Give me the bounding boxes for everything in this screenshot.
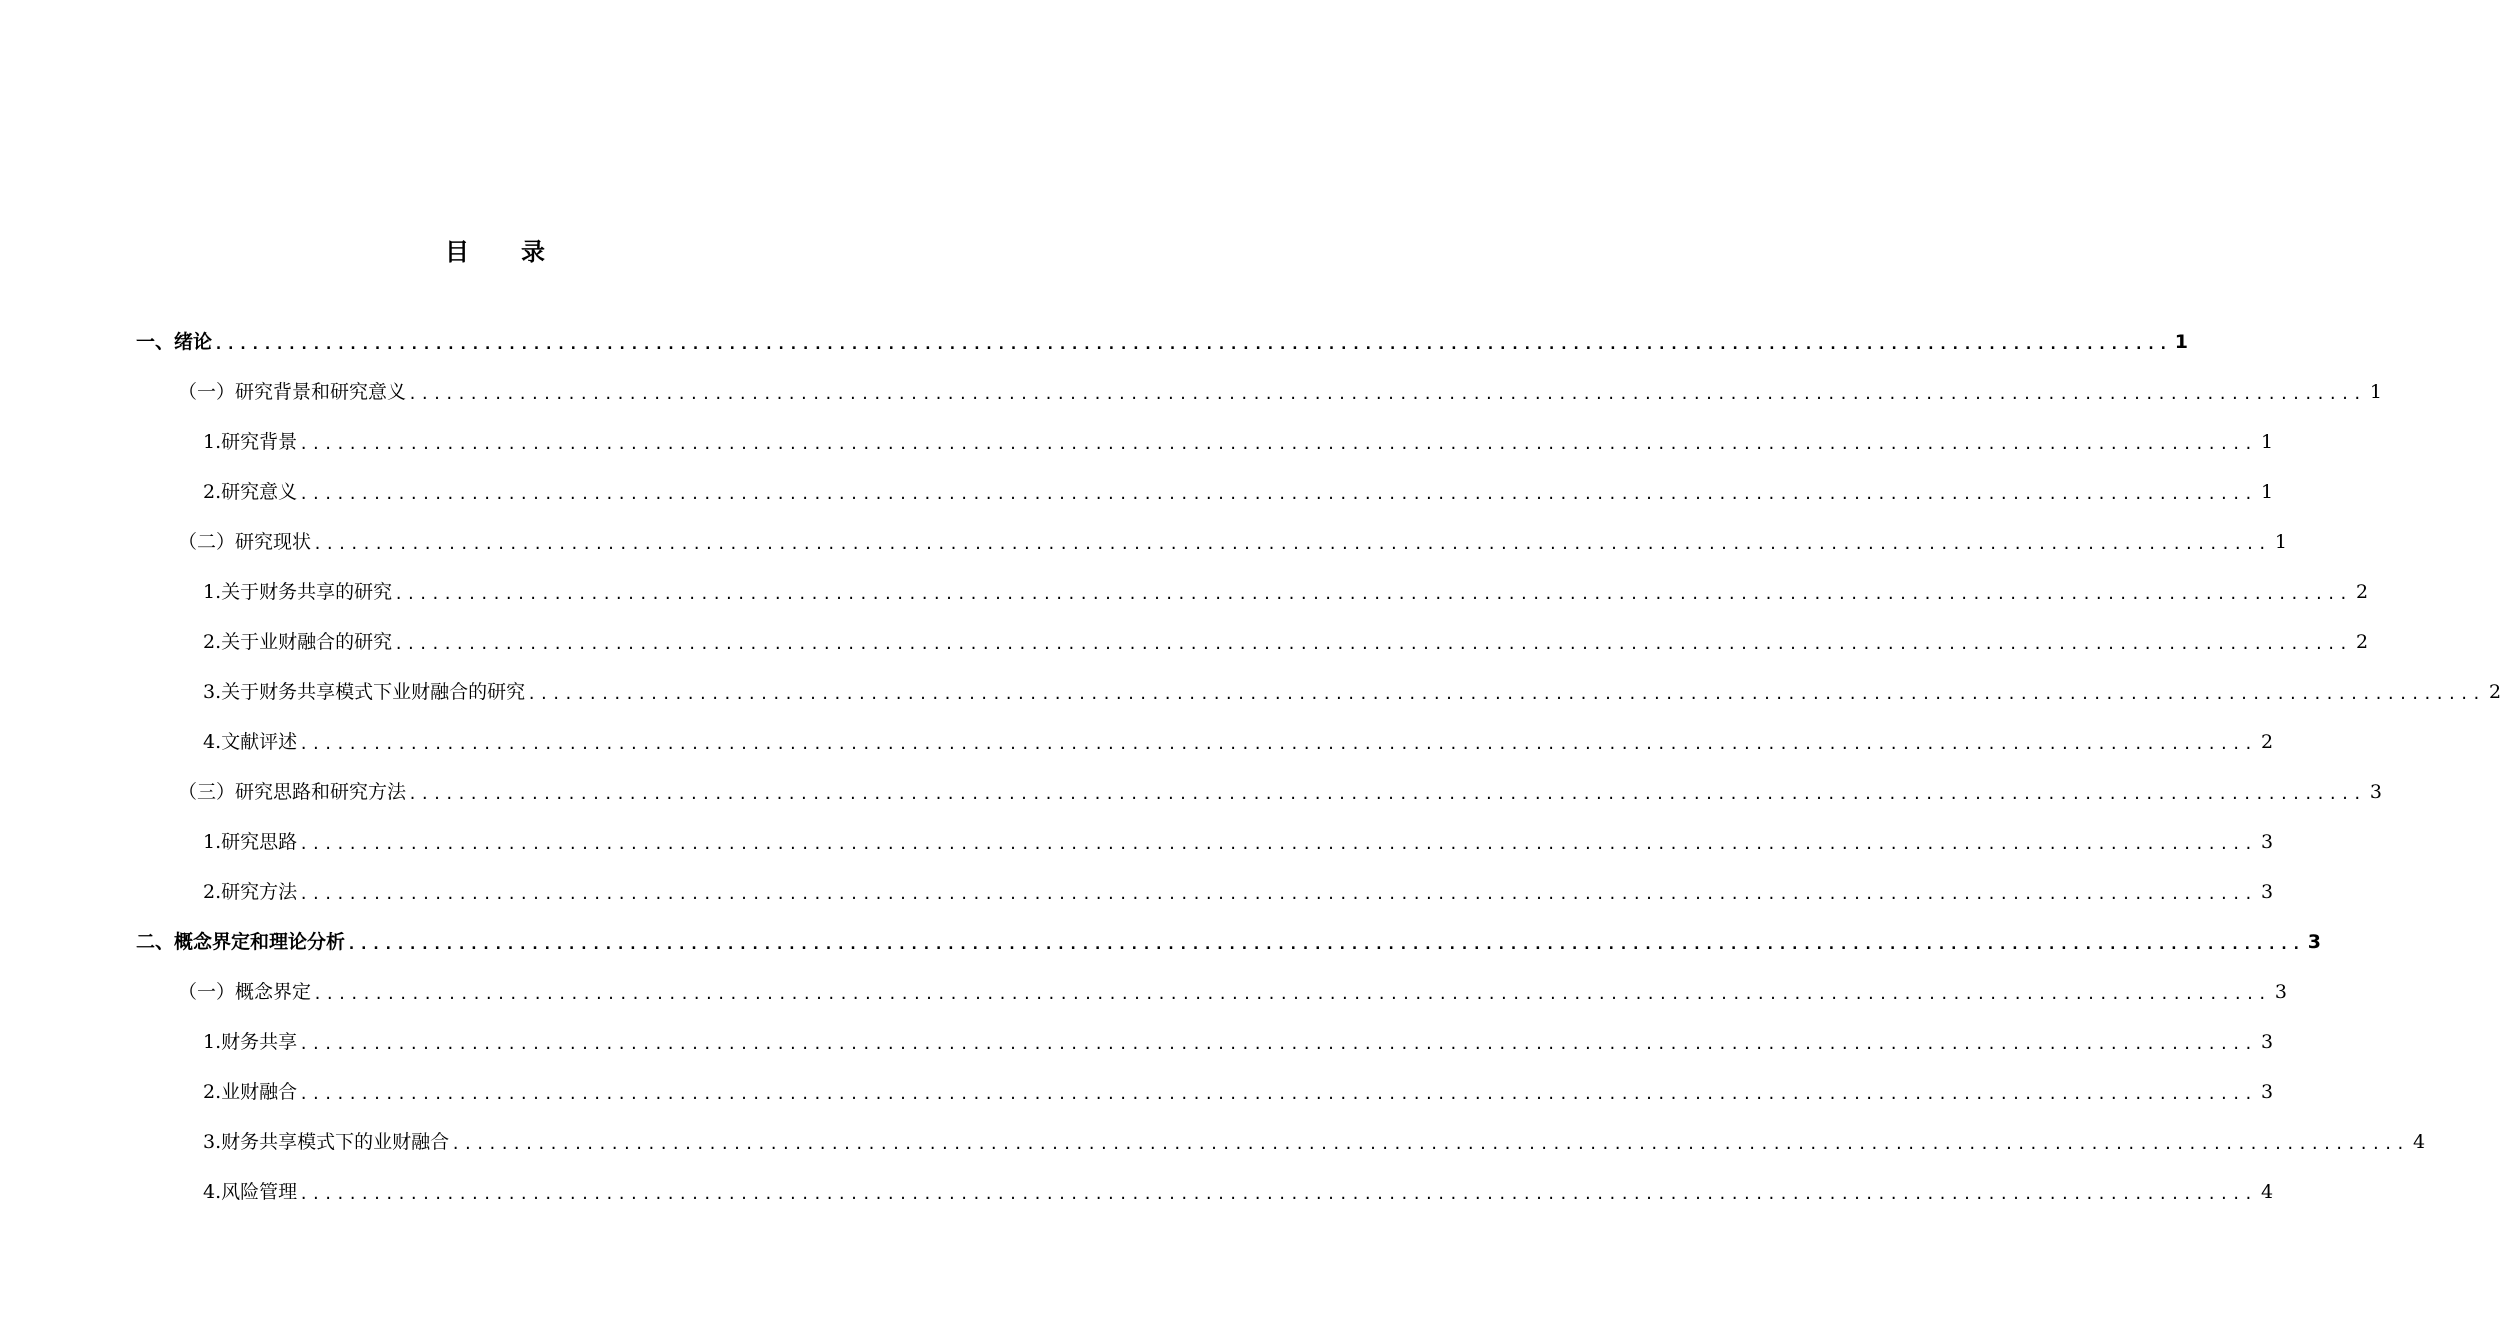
dot-leader: ................................................................................................................................................................: [299, 1185, 2257, 1203]
toc-entry[interactable]: [0, 306, 2188, 356]
toc-title-char-1: 目: [445, 238, 469, 266]
toc-entry[interactable]: [0, 1156, 2274, 1206]
toc-entry-page-number: 4: [2260, 1181, 2274, 1203]
toc-entry-title: 1.关于财务共享的研究: [203, 581, 393, 603]
dot-leader: ................................................................................................................................................................: [299, 1035, 2257, 1053]
toc-entry[interactable]: [0, 1006, 2274, 1056]
toc-entry-page-number: 2: [2260, 731, 2274, 753]
toc-entry[interactable]: [0, 756, 2382, 806]
toc-entry-title: （二）研究现状: [178, 531, 312, 553]
toc-entry[interactable]: [0, 856, 2274, 906]
dot-leader: ................................................................................................................................................................: [299, 435, 2257, 453]
toc-entry-page-number: 3: [2274, 981, 2287, 1003]
toc-entry-title: 3.关于财务共享模式下业财融合的研究: [203, 681, 526, 703]
toc-entry-title: 2.研究意义: [203, 481, 298, 503]
dot-leader: ................................................................................................................................................................: [408, 385, 2365, 403]
toc-entry-title: （一）研究背景和研究意义: [178, 381, 407, 403]
dot-leader: ................................................................................................................................................................: [408, 785, 2365, 803]
toc-entry[interactable]: [0, 706, 2274, 756]
dot-leader: ................................................................................................................................................................: [347, 935, 2304, 953]
toc-title-char-2: 录: [521, 238, 545, 266]
toc-entry-title: 2.研究方法: [203, 881, 298, 903]
toc-title: [0, 232, 990, 267]
toc-entry[interactable]: [0, 406, 2274, 456]
toc-entry-title: 3.财务共享模式下的业财融合: [203, 1131, 450, 1153]
dot-leader: ................................................................................................................................................................: [394, 585, 2352, 603]
dot-leader: ................................................................................................................................................................: [394, 635, 2352, 653]
toc-entry-page-number: 4: [2412, 1131, 2426, 1153]
toc-entry-title: 二、概念界定和理论分析: [136, 931, 346, 953]
toc-entry-title: 4.风险管理: [203, 1181, 298, 1203]
dot-leader: ................................................................................................................................................................: [451, 1135, 2409, 1153]
dot-leader: ................................................................................................................................................................: [299, 1085, 2257, 1103]
toc-entry-page-number: 1: [2174, 331, 2188, 353]
toc-entry-page-number: 1: [2369, 381, 2382, 403]
dot-leader: ................................................................................................................................................................: [299, 735, 2257, 753]
toc-entry-page-number: 3: [2369, 781, 2382, 803]
toc-entry[interactable]: [0, 506, 2287, 556]
dot-leader: ................................................................................................................................................................: [299, 835, 2257, 853]
toc-entry[interactable]: [0, 806, 2274, 856]
toc-entry-page-number: 1: [2274, 531, 2287, 553]
toc-entry[interactable]: [0, 556, 2369, 606]
toc-entry[interactable]: [0, 906, 2321, 956]
toc-entry[interactable]: [0, 606, 2369, 656]
toc-entry-page-number: 3: [2260, 1081, 2274, 1103]
toc-entry[interactable]: [0, 456, 2274, 506]
toc-entry-page-number: 3: [2260, 1031, 2274, 1053]
toc-entry-title: 1.研究背景: [203, 431, 298, 453]
toc-entry[interactable]: [0, 1056, 2274, 1106]
toc-entry[interactable]: [0, 1106, 2426, 1156]
dot-leader: ................................................................................................................................................................: [299, 485, 2257, 503]
toc-entry-title: 4.文献评述: [203, 731, 298, 753]
dot-leader: ................................................................................................................................................................: [299, 885, 2257, 903]
toc-entry[interactable]: [0, 356, 2382, 406]
toc-entry-page-number: 2: [2488, 681, 2501, 703]
toc-entry-title: （三）研究思路和研究方法: [178, 781, 407, 803]
dot-leader: ................................................................................................................................................................: [214, 335, 2171, 353]
toc-entry-page-number: 1: [2260, 481, 2274, 503]
toc-entry-title: 2.业财融合: [203, 1081, 298, 1103]
dot-leader: ................................................................................................................................................................: [313, 985, 2270, 1003]
toc-entry-page-number: 3: [2260, 881, 2274, 903]
toc-entry-title: 2.关于业财融合的研究: [203, 631, 393, 653]
table-of-contents: [0, 306, 2501, 1206]
toc-entry-page-number: 3: [2260, 831, 2274, 853]
toc-entry-page-number: 2: [2355, 631, 2369, 653]
toc-entry[interactable]: [0, 656, 2501, 706]
dot-leader: ................................................................................................................................................................: [527, 685, 2485, 703]
toc-entry-title: （一）概念界定: [178, 981, 312, 1003]
toc-entry-title: 一、绪论: [136, 331, 213, 353]
toc-entry-page-number: 3: [2307, 931, 2321, 953]
toc-entry-title: 1.财务共享: [203, 1031, 298, 1053]
dot-leader: ................................................................................................................................................................: [313, 535, 2270, 553]
toc-entry-page-number: 1: [2260, 431, 2274, 453]
toc-entry[interactable]: [0, 956, 2287, 1006]
toc-entry-page-number: 2: [2355, 581, 2369, 603]
toc-entry-title: 1.研究思路: [203, 831, 298, 853]
